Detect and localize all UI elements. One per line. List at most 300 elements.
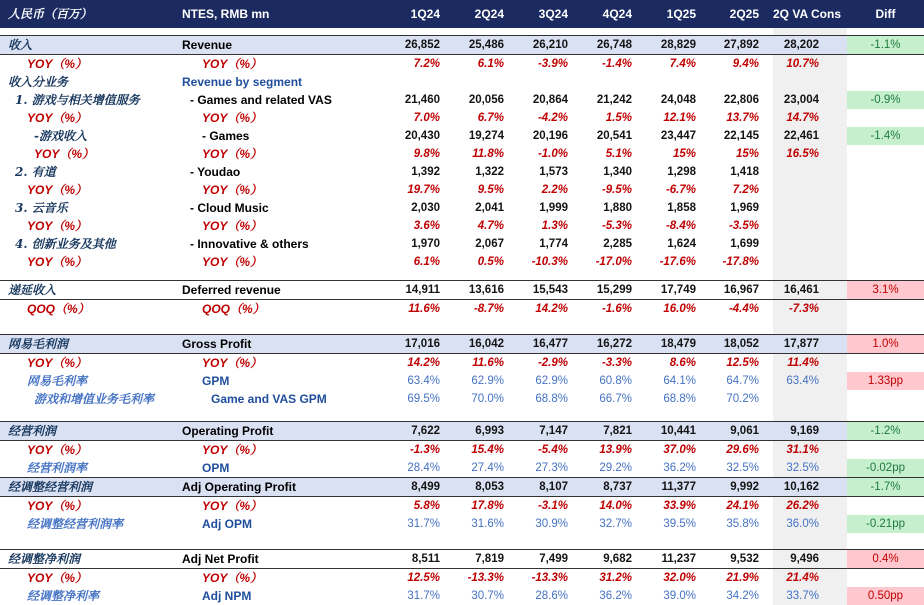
q-value-2q24: 25,486 [454, 35, 518, 54]
q-value-3q24: -3.9% [537, 57, 568, 70]
q-value-3q24: 30.9% [535, 518, 568, 530]
diff-value [847, 300, 924, 319]
q-value-3q24: -2.9% [537, 356, 568, 369]
q-value-1q25: -8.4% [665, 219, 696, 232]
cons-value [773, 199, 847, 217]
diff-value [847, 163, 924, 181]
cons-value [773, 390, 847, 408]
table-row [0, 181, 924, 199]
q-value-1q24: 5.8% [413, 500, 440, 512]
spacer-row [0, 318, 924, 334]
q-value-1q25 [646, 408, 710, 422]
cons-value: 63.4% [773, 372, 847, 390]
table-row [0, 73, 924, 91]
q-value-4q24 [582, 408, 646, 422]
q-value-2q25: 34.2% [726, 589, 759, 602]
diff-value: 3.1% [847, 281, 924, 300]
q-value-1q24: 3.6% [413, 219, 440, 232]
cons-value [773, 73, 847, 91]
en-label: Gross Profit [180, 334, 390, 353]
q-value-1q24: 12.5% [407, 571, 440, 584]
cons-value: 10.7% [773, 54, 847, 73]
en-label: YOY（%） [202, 499, 263, 513]
q-value-3q24: 1.3% [541, 219, 568, 232]
q-value-3q24: 7,147 [518, 422, 582, 441]
cons-value [773, 318, 847, 334]
q-value-1q25: 18,479 [646, 334, 710, 353]
en-label: YOY（%） [202, 570, 263, 585]
cons-value: 16,461 [773, 281, 847, 300]
cons-value: 21.4% [773, 568, 847, 587]
diff-value [847, 271, 924, 281]
q-value-1q24: 31.7% [407, 589, 440, 602]
diff-value [847, 145, 924, 163]
en-label [180, 318, 390, 334]
table-row [0, 91, 924, 109]
q-value-3q24: -4.2% [537, 111, 568, 124]
zh-label: 收入分业务 [8, 74, 69, 89]
q-value-3q24: 16,477 [518, 334, 582, 353]
diff-value: -0.9% [847, 91, 924, 109]
q-value-1q24 [390, 271, 454, 281]
cons-value: -7.3% [773, 300, 847, 319]
q-value-2q24: 17.8% [471, 500, 504, 512]
q-value-2q25: 24.1% [726, 500, 759, 512]
cons-value [773, 253, 847, 271]
q-value-4q24 [582, 28, 646, 35]
zh-label: 1. 游戏与相关增值服务 [15, 92, 140, 107]
diff-value [847, 199, 924, 217]
cons-value: 17,877 [773, 334, 847, 353]
spacer-row [0, 28, 924, 35]
header-row [0, 0, 924, 28]
q-value-4q24 [582, 318, 646, 334]
table-row [0, 587, 924, 605]
zh-label: 4. 创新业务及其他 [15, 236, 116, 251]
q-value-1q25: 17,749 [646, 281, 710, 300]
q-value-1q24: 19.7% [407, 183, 440, 196]
q-value-4q24: -5.3% [601, 219, 632, 232]
q-value-2q25: 32.5% [726, 462, 759, 474]
q-value-1q25 [646, 73, 710, 91]
table-row [0, 163, 924, 181]
spacer-row [0, 408, 924, 422]
q-value-2q25: 9.4% [732, 57, 759, 70]
q-value-1q24: 8,511 [390, 549, 454, 568]
table-row [0, 217, 924, 235]
q-value-2q25: 64.7% [726, 374, 759, 387]
q-value-4q24: -1.6% [601, 303, 632, 315]
q-value-1q25: 39.0% [663, 589, 696, 602]
en-label: YOY（%） [202, 146, 263, 161]
zh-label: 3. 云音乐 [15, 200, 68, 215]
q-value-4q24: 7,821 [582, 422, 646, 441]
q-value-1q24: 17,016 [390, 334, 454, 353]
q-value-4q24: 36.2% [599, 589, 632, 602]
en-label: YOY（%） [202, 443, 263, 457]
q-value-3q24 [518, 533, 582, 549]
q-value-4q24: 16,272 [582, 334, 646, 353]
zh-label: 2. 有道 [15, 164, 56, 179]
zh-label: 经营利润率 [27, 461, 88, 475]
q-value-1q24: 20,430 [404, 129, 440, 142]
q-value-2q25: 13.7% [726, 111, 759, 124]
header-company-label: NTES, RMB mn [180, 0, 390, 28]
q-value-1q24: 31.7% [407, 518, 440, 530]
q-value-2q25 [710, 73, 773, 91]
q-value-2q24: 30.7% [471, 589, 504, 602]
zh-label: YOY（%） [27, 56, 88, 71]
cons-value [773, 408, 847, 422]
q-value-2q25: 29.6% [726, 444, 759, 456]
table-row [0, 441, 924, 460]
q-value-1q25: 37.0% [663, 444, 696, 456]
q-value-4q24: 32.7% [599, 518, 632, 530]
q-value-3q24: 15,543 [518, 281, 582, 300]
q-value-4q24: 15,299 [582, 281, 646, 300]
en-label: Adj NPM [202, 588, 252, 603]
en-label: - Youdao [190, 164, 241, 179]
zh-label: YOY（%） [27, 254, 88, 269]
q-value-2q24: 1,322 [475, 165, 504, 178]
q-value-3q24: 2.2% [541, 183, 568, 196]
q-value-3q24: 20,864 [532, 93, 568, 106]
q-value-2q24: 31.6% [471, 518, 504, 530]
cons-value: 23,004 [773, 91, 847, 109]
q-value-2q24: 4.7% [477, 219, 504, 232]
q-value-2q24: 62.9% [471, 374, 504, 387]
table-row [0, 281, 924, 300]
q-value-2q24 [454, 271, 518, 281]
table-row [0, 390, 924, 408]
en-label: OPM [202, 461, 230, 475]
q-value-2q24: 6.7% [477, 111, 504, 124]
q-value-3q24: -1.0% [537, 147, 568, 160]
q-value-2q24: 9.5% [477, 183, 504, 196]
q-value-3q24 [518, 271, 582, 281]
diff-value: -1.2% [847, 422, 924, 441]
q-value-4q24: 9,682 [582, 549, 646, 568]
q-value-1q25: 10,441 [646, 422, 710, 441]
q-value-1q25: 1,624 [667, 237, 696, 250]
table-row [0, 568, 924, 587]
en-label: Game and VAS GPM [211, 391, 327, 406]
q-value-1q25 [646, 271, 710, 281]
q-value-1q24: 1,392 [411, 165, 440, 178]
zh-label [0, 318, 180, 334]
spacer-row [0, 533, 924, 549]
q-value-1q24 [390, 73, 454, 91]
diff-value [847, 390, 924, 408]
q-value-1q24 [390, 408, 454, 422]
q-value-2q25: 70.2% [726, 392, 759, 405]
q-value-1q25: 15% [672, 147, 696, 160]
diff-value [847, 54, 924, 73]
diff-value [847, 235, 924, 253]
diff-value [847, 408, 924, 422]
diff-value: -0.21pp [847, 515, 924, 533]
q-value-2q24: 2,067 [475, 237, 504, 250]
cons-value [773, 181, 847, 199]
q-value-4q24: 1.5% [605, 111, 632, 124]
q-value-1q25: 36.2% [663, 462, 696, 474]
q-value-1q24 [390, 533, 454, 549]
en-label: Adj OPM [202, 517, 252, 531]
q-value-4q24: 31.2% [599, 571, 632, 584]
zh-label: YOY（%） [27, 182, 88, 197]
q-value-1q24: 14,911 [390, 281, 454, 300]
q-value-1q25: 28,829 [646, 35, 710, 54]
q-value-2q25 [710, 533, 773, 549]
diff-value [847, 253, 924, 271]
zh-label: 网易毛利率 [27, 373, 88, 388]
q-value-3q24: -13.3% [531, 571, 568, 584]
diff-value [847, 318, 924, 334]
cons-value: 36.0% [773, 515, 847, 533]
q-value-4q24: -9.5% [601, 183, 632, 196]
q-value-1q24: -1.3% [409, 444, 440, 456]
q-value-2q24: 2,041 [475, 201, 504, 214]
zh-label: YOY（%） [27, 443, 88, 457]
zh-label: 经调整经营利润率 [27, 517, 124, 531]
q-value-4q24: 20,541 [596, 129, 632, 142]
q-value-1q24: 14.2% [407, 356, 440, 369]
q-value-4q24: 1,340 [603, 165, 632, 178]
cons-value [773, 163, 847, 181]
table-row [0, 353, 924, 372]
q-value-4q24: 14.0% [599, 500, 632, 512]
column-header-1q24: 1Q24 [390, 0, 454, 28]
zh-label [0, 533, 180, 549]
q-value-1q25: 39.5% [663, 518, 696, 530]
q-value-4q24 [582, 271, 646, 281]
q-value-3q24: 1,774 [539, 237, 568, 250]
diff-value: 0.4% [847, 549, 924, 568]
q-value-2q24: 11.8% [472, 147, 504, 160]
q-value-3q24: -3.1% [537, 500, 568, 512]
diff-value [847, 533, 924, 549]
q-value-2q25: 16,967 [710, 281, 773, 300]
q-value-1q24 [390, 318, 454, 334]
column-header-2q-va-cons: 2Q VA Cons [773, 0, 847, 28]
q-value-1q24: 26,852 [390, 35, 454, 54]
zh-label: QOQ（%） [27, 302, 90, 316]
q-value-4q24: -3.3% [601, 356, 632, 369]
q-value-1q24: 2,030 [411, 201, 440, 214]
table-row [0, 199, 924, 217]
q-value-2q25: 1,969 [730, 201, 759, 214]
cons-value: 28,202 [773, 35, 847, 54]
q-value-1q24: 69.5% [407, 392, 440, 405]
q-value-1q24: 63.4% [407, 374, 440, 387]
zh-label: 经调整经营利润 [0, 478, 180, 497]
q-value-3q24: 20,196 [532, 129, 568, 142]
q-value-4q24: 8,737 [582, 478, 646, 497]
q-value-1q24: 8,499 [390, 478, 454, 497]
column-header-2q25: 2Q25 [710, 0, 773, 28]
q-value-2q24 [454, 318, 518, 334]
diff-value [847, 353, 924, 372]
q-value-4q24: 26,748 [582, 35, 646, 54]
cons-value: 31.1% [773, 441, 847, 460]
q-value-1q24: 28.4% [407, 462, 440, 474]
q-value-1q25: 16.0% [663, 303, 696, 315]
q-value-3q24 [518, 408, 582, 422]
q-value-2q24: 8,053 [454, 478, 518, 497]
zh-label [0, 408, 180, 422]
zh-label: 网易毛利润 [0, 334, 180, 353]
q-value-1q25: 11,377 [646, 478, 710, 497]
en-label: YOY（%） [202, 182, 263, 197]
table-row [0, 145, 924, 163]
q-value-2q25: 12.5% [726, 356, 759, 369]
q-value-2q25 [710, 408, 773, 422]
q-value-4q24: -1.4% [601, 57, 632, 70]
table-row [0, 253, 924, 271]
cons-value: 10,162 [773, 478, 847, 497]
en-label [180, 408, 390, 422]
q-value-1q24 [390, 28, 454, 35]
cons-value [773, 235, 847, 253]
q-value-4q24: 2,285 [603, 237, 632, 250]
cons-value: 33.7% [773, 587, 847, 605]
q-value-2q25: -17.8% [722, 255, 759, 268]
q-value-1q24: 7.2% [413, 57, 440, 70]
cons-value [773, 217, 847, 235]
q-value-3q24 [518, 318, 582, 334]
q-value-2q25: 35.8% [726, 518, 759, 530]
column-header-3q24: 3Q24 [518, 0, 582, 28]
q-value-2q25: 27,892 [710, 35, 773, 54]
diff-value [847, 568, 924, 587]
diff-value: -1.1% [847, 35, 924, 54]
q-value-3q24 [518, 28, 582, 35]
table-body [0, 28, 924, 605]
q-value-3q24: 8,107 [518, 478, 582, 497]
q-value-2q25: 15% [735, 147, 759, 160]
q-value-3q24: -10.3% [531, 255, 568, 268]
q-value-2q25: 9,532 [710, 549, 773, 568]
q-value-3q24: -5.4% [537, 444, 568, 456]
table-row [0, 300, 924, 319]
q-value-1q25: 68.8% [663, 392, 696, 405]
q-value-2q24: 19,274 [468, 129, 504, 142]
q-value-4q24: 1,880 [603, 201, 632, 214]
q-value-1q25: 12.1% [663, 111, 696, 124]
diff-value [847, 28, 924, 35]
en-label: GPM [202, 373, 230, 388]
zh-label: YOY（%） [34, 146, 95, 161]
q-value-2q24: 27.4% [471, 462, 504, 474]
q-value-2q25 [710, 28, 773, 35]
q-value-1q25: 32.0% [663, 571, 696, 584]
zh-label: 递延收入 [0, 281, 180, 300]
q-value-2q25: 1,418 [730, 165, 759, 178]
zh-label: 收入 [0, 35, 180, 54]
cons-value [773, 533, 847, 549]
en-label: Operating Profit [180, 422, 390, 441]
q-value-2q24: -13.3% [467, 571, 504, 584]
en-label: - Games [202, 128, 250, 143]
q-value-2q24: 20,056 [468, 93, 504, 106]
zh-label: 经调整净利润 [0, 549, 180, 568]
table-row [0, 515, 924, 533]
q-value-2q25: -3.5% [728, 219, 759, 232]
diff-value [847, 109, 924, 127]
diff-value [847, 73, 924, 91]
diff-value: 1.0% [847, 334, 924, 353]
zh-label: YOY（%） [27, 355, 88, 370]
en-label: QOQ（%） [202, 302, 265, 316]
q-value-2q24: 11.6% [472, 356, 504, 369]
en-label: Revenue by segment [182, 74, 303, 89]
column-header-1q25: 1Q25 [646, 0, 710, 28]
en-label: Deferred revenue [180, 281, 390, 300]
zh-label: 经营利润 [0, 422, 180, 441]
q-value-1q25: 64.1% [663, 374, 696, 387]
table-row [0, 127, 924, 145]
q-value-4q24: -17.0% [595, 255, 632, 268]
cons-value: 14.7% [773, 109, 847, 127]
q-value-2q24 [454, 408, 518, 422]
en-label: YOY（%） [202, 355, 263, 370]
q-value-2q24: -8.7% [473, 303, 504, 315]
en-label [180, 533, 390, 549]
q-value-2q24: 15.4% [471, 444, 504, 456]
diff-value [847, 217, 924, 235]
table-row [0, 422, 924, 441]
q-value-1q24: 11.6% [408, 303, 440, 315]
cons-value [773, 271, 847, 281]
q-value-1q25: 1,858 [667, 201, 696, 214]
table-row [0, 459, 924, 478]
en-label: YOY（%） [202, 218, 263, 233]
q-value-2q25 [710, 271, 773, 281]
table-row [0, 478, 924, 497]
en-label: YOY（%） [202, 110, 263, 125]
q-value-2q24: 7,819 [454, 549, 518, 568]
q-value-3q24: 14.2% [535, 303, 568, 315]
q-value-3q24: 62.9% [535, 374, 568, 387]
cons-value: 9,496 [773, 549, 847, 568]
q-value-1q25: 7.4% [669, 57, 696, 70]
q-value-2q24 [454, 533, 518, 549]
diff-value: -1.7% [847, 478, 924, 497]
q-value-1q25 [646, 318, 710, 334]
zh-label: YOY（%） [27, 218, 88, 233]
q-value-1q25: 33.9% [663, 500, 696, 512]
en-label: Revenue [180, 35, 390, 54]
zh-label [0, 271, 180, 281]
q-value-2q25 [710, 318, 773, 334]
diff-value: -1.4% [847, 127, 924, 145]
diff-value [847, 441, 924, 460]
en-label: - Innovative & others [190, 236, 309, 251]
q-value-2q25: 1,699 [730, 237, 759, 250]
en-label [180, 271, 390, 281]
q-value-2q24: 6.1% [477, 57, 504, 70]
q-value-1q24: 6.1% [413, 255, 440, 268]
cons-value: 22,461 [773, 127, 847, 145]
en-label: YOY（%） [202, 56, 263, 71]
q-value-2q24: 16,042 [454, 334, 518, 353]
q-value-1q25: 11,237 [646, 549, 710, 568]
q-value-3q24: 28.6% [535, 589, 568, 602]
q-value-1q25: -17.6% [659, 255, 696, 268]
q-value-2q25: 22,806 [723, 93, 759, 106]
cons-value [773, 28, 847, 35]
q-value-4q24: 5.1% [605, 147, 632, 160]
